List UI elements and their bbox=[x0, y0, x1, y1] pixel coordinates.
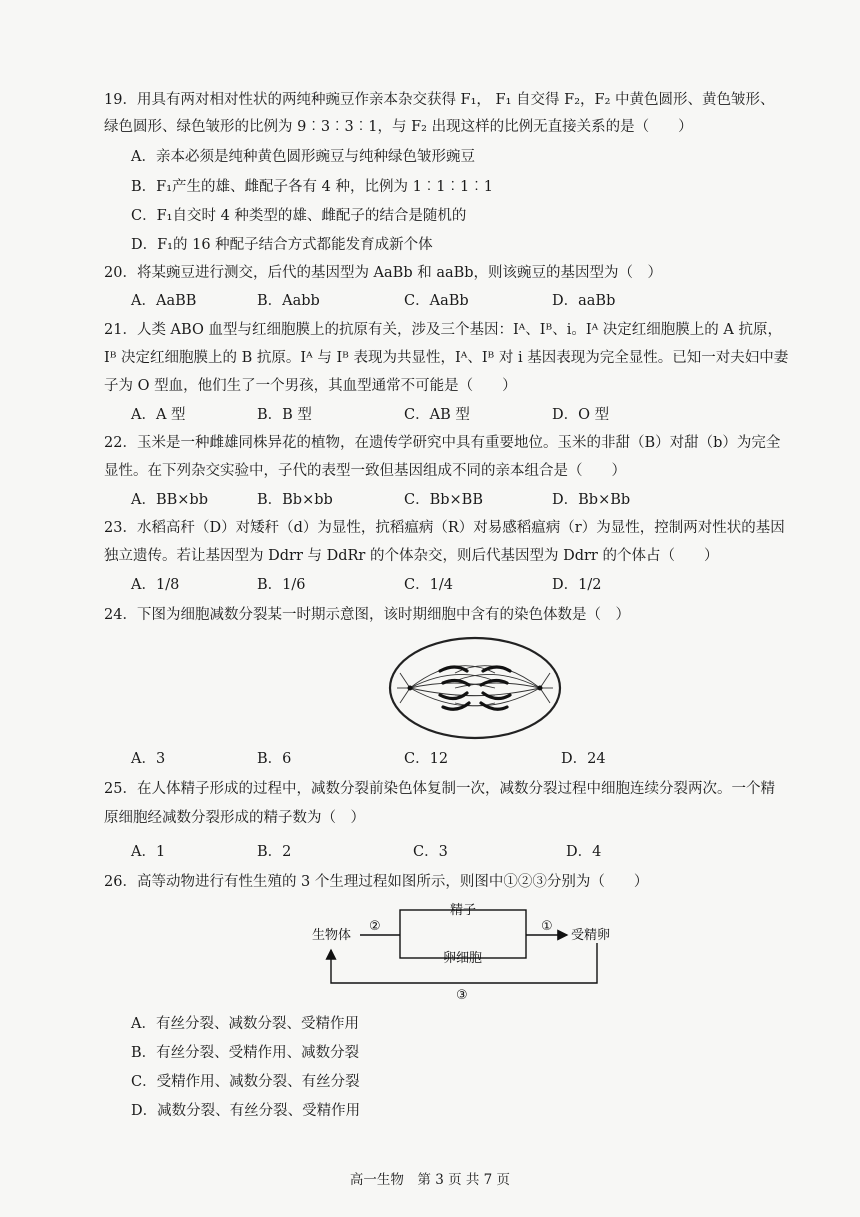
q23-option-c: C．1/4 bbox=[404, 577, 453, 593]
q21-options bbox=[131, 405, 771, 425]
q25-stem-line-2: 原细胞经减数分裂形成的精子数为（ ） bbox=[104, 810, 365, 826]
q21-stem-line-2: Iᴮ 决定红细胞膜上的 B 抗原。Iᴬ 与 Iᴮ 表现为共显性，Iᴬ、Iᴮ 对 i 基因表现为完全显性。已知一对夫妇中妻 bbox=[104, 350, 789, 366]
q19-option-b: B．F₁产生的雄、雌配子各有 4 种，比例为 1︰1︰1︰1 bbox=[131, 179, 493, 195]
q19-stem-line-1: 19．用具有两对相对性状的两纯种豌豆作亲本杂交获得 F₁， F₁ 自交得 F₂，F₂ 中黄色圆形、黄色皱形、 bbox=[104, 92, 775, 108]
q23-stem-line-2: 独立遗传。若让基因型为 Ddrr 与 DdRr 的个体杂交，则后代基因型为 Ddrr 的个体占（ ） bbox=[104, 548, 719, 564]
q22-option-a: A．BB×bb bbox=[131, 492, 208, 508]
q25-option-b: B．2 bbox=[257, 844, 292, 860]
page-footer: 高一生物 第 3 页 共 7 页 bbox=[349, 1172, 511, 1188]
q21-option-c: C．AB 型 bbox=[404, 407, 470, 423]
q20-option-b: B．Aabb bbox=[257, 293, 320, 309]
zygote-label: 受精卵 bbox=[571, 928, 610, 943]
q24-option-c: C．12 bbox=[404, 751, 449, 767]
q22-option-c: C．Bb×BB bbox=[404, 492, 483, 508]
right-centrosome bbox=[538, 686, 543, 691]
sperm-label: 精子 bbox=[450, 903, 477, 918]
q23-option-a: A．1/8 bbox=[131, 577, 180, 593]
q22-stem-line-1: 22．玉米是一种雌雄同株异花的植物，在遗传学研究中具有重要地位。玉米的非甜（B）对甜（b）为完全 bbox=[104, 435, 781, 451]
q21-stem-line-1: 21．人类 ABO 血型与红细胞膜上的抗原有关，涉及三个基因：Iᴬ、Iᴮ、i。Iᴬ 决定红细胞膜上的 A 抗原， bbox=[104, 322, 782, 338]
q21-option-d: D．O 型 bbox=[552, 407, 610, 423]
q25-option-a: A．1 bbox=[131, 844, 166, 860]
process-2-marker: ② bbox=[369, 919, 381, 934]
q22-option-d: D．Bb×Bb bbox=[552, 492, 631, 508]
q24-option-a: A．3 bbox=[131, 751, 166, 767]
q26-option-c: C．受精作用、减数分裂、有丝分裂 bbox=[131, 1074, 360, 1090]
q19-option-a: A．亲本必须是纯种黄色圆形豌豆与纯种绿色皱形豌豆 bbox=[131, 149, 475, 165]
q22-options bbox=[131, 490, 771, 510]
q26-option-d: D．减数分裂、有丝分裂、受精作用 bbox=[131, 1103, 361, 1119]
spindle-fibers bbox=[397, 666, 553, 706]
q25-option-c: C．3 bbox=[413, 844, 448, 860]
q24-option-b: B．6 bbox=[257, 751, 292, 767]
process-1-marker: ① bbox=[541, 919, 553, 934]
q19-option-c: C．F₁自交时 4 种类型的雄、雌配子的结合是随机的 bbox=[131, 208, 467, 224]
q19-stem-line-2: 绿色圆形、绿色皱形的比例为 9︰3︰3︰1，与 F₂ 出现这样的比例无直接关系的是（ ） bbox=[104, 119, 693, 135]
q20-option-a: A．AaBB bbox=[131, 293, 197, 309]
q24-options bbox=[131, 749, 771, 769]
q25-options bbox=[131, 842, 771, 862]
egg-label: 卵细胞 bbox=[443, 951, 483, 966]
q21-option-a: A．A 型 bbox=[131, 407, 186, 423]
q20-option-c: C．AaBb bbox=[404, 293, 469, 309]
q21-option-b: B．B 型 bbox=[257, 407, 312, 423]
q20-options bbox=[131, 291, 771, 311]
q21-stem-line-3: 子为 O 型血，他们生了一个男孩，其血型通常不可能是（ ） bbox=[104, 378, 517, 394]
q24-stem: 24．下图为细胞减数分裂某一时期示意图，该时期细胞中含有的染色体数是（ ） bbox=[104, 607, 630, 623]
meiosis-cell-figure bbox=[385, 633, 565, 743]
q25-option-d: D．4 bbox=[566, 844, 602, 860]
process-3-marker: ③ bbox=[456, 988, 468, 1003]
chromosomes bbox=[440, 667, 510, 709]
organism-label: 生物体 bbox=[312, 928, 352, 943]
reproduction-process-diagram bbox=[305, 898, 610, 1008]
q23-option-b: B．1/6 bbox=[257, 577, 306, 593]
q26-option-a: A．有丝分裂、减数分裂、受精作用 bbox=[131, 1016, 359, 1032]
q23-options bbox=[131, 575, 771, 595]
q22-option-b: B．Bb×bb bbox=[257, 492, 333, 508]
q23-stem-line-1: 23．水稻高秆（D）对矮秆（d）为显性，抗稻瘟病（R）对易感稻瘟病（r）为显性，控制两对性状的基因 bbox=[104, 520, 785, 536]
q26-stem: 26．高等动物进行有性生殖的 3 个生理过程如图所示，则图中①②③分别为（ ） bbox=[104, 874, 649, 890]
q26-option-b: B．有丝分裂、受精作用、减数分裂 bbox=[131, 1045, 360, 1061]
q20-option-d: D．aaBb bbox=[552, 293, 616, 309]
q19-option-d: D．F₁的 16 种配子结合方式都能发育成新个体 bbox=[131, 237, 433, 253]
q25-stem-line-1: 25．在人体精子形成的过程中，减数分裂前染色体复制一次，减数分裂过程中细胞连续分裂两次。一个精 bbox=[104, 781, 775, 797]
q23-option-d: D．1/2 bbox=[552, 577, 602, 593]
q22-stem-line-2: 显性。在下列杂交实验中，子代的表型一致但基因组成不同的亲本组合是（ ） bbox=[104, 463, 626, 479]
q24-option-d: D．24 bbox=[561, 751, 606, 767]
q20-stem: 20．将某豌豆进行测交，后代的基因型为 AaBb 和 aaBb，则该豌豆的基因型为（ ） bbox=[104, 265, 663, 281]
left-centrosome bbox=[408, 686, 413, 691]
cell-membrane bbox=[390, 638, 560, 738]
